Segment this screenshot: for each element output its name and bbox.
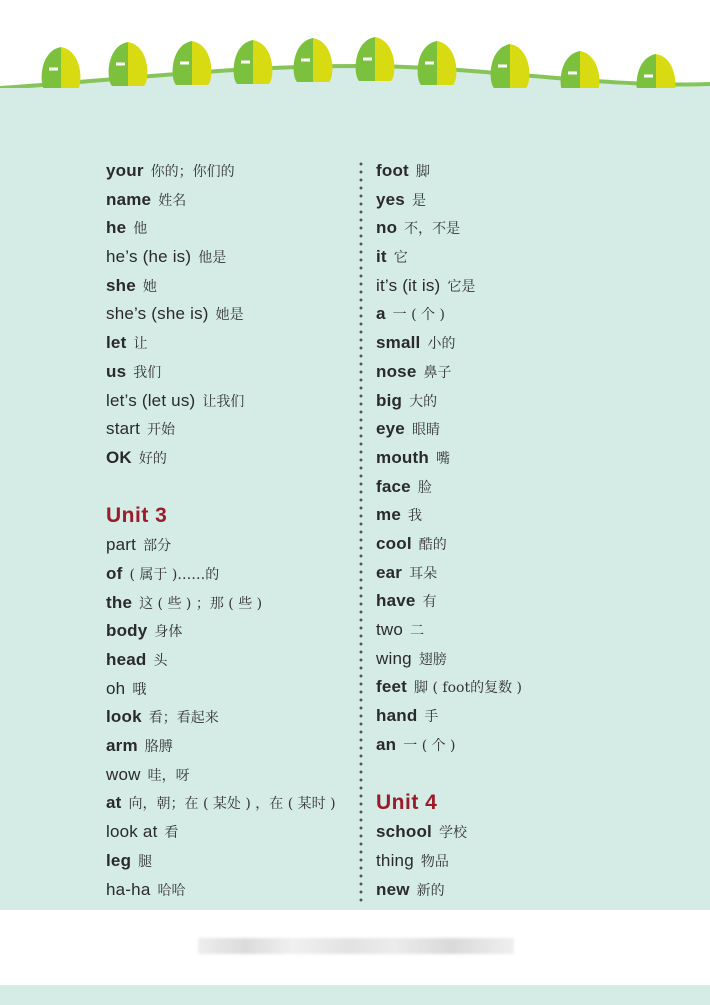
english-word: it [376, 247, 387, 267]
chinese-meaning: 他是 [198, 250, 227, 267]
english-word: he [106, 218, 127, 238]
chinese-meaning: 大的 [409, 393, 438, 410]
chinese-meaning: 物品 [420, 853, 449, 870]
chinese-meaning: 酷的 [418, 536, 447, 553]
vocab-entry [376, 501, 522, 530]
vocab-entry [106, 818, 336, 847]
english-word: look at [106, 822, 158, 842]
vocab-entry [376, 673, 522, 702]
vocab-entry [376, 243, 522, 272]
vocab-entry [106, 243, 336, 272]
english-word: foot [376, 161, 409, 180]
leaf-icon [109, 42, 148, 86]
vocab-entry [106, 789, 336, 818]
chinese-meaning: 看；看起来 [148, 710, 219, 727]
chinese-meaning: 鼻子 [423, 364, 452, 381]
english-word: a [376, 304, 386, 324]
english-word: thing [376, 850, 414, 870]
english-word: wing [376, 648, 412, 668]
english-word: school [376, 822, 432, 842]
chinese-meaning: 学校 [439, 825, 467, 842]
chinese-meaning: 我 [407, 508, 422, 525]
vocab-entry [106, 876, 336, 905]
english-word: cool [376, 533, 412, 553]
english-word: nose [376, 361, 417, 381]
chinese-meaning: 部分 [143, 538, 172, 555]
english-word: the [106, 592, 133, 612]
english-word: new [376, 879, 410, 899]
chinese-meaning: 姓名 [158, 192, 187, 209]
blurred-watermark [198, 938, 514, 954]
english-word: small [376, 333, 421, 353]
column-divider [359, 160, 363, 903]
english-word: oh [106, 678, 126, 698]
english-word: have [376, 591, 416, 611]
vocab-entry [106, 646, 336, 675]
chinese-meaning: 哈哈 [157, 882, 186, 899]
chinese-meaning: 不，不是 [404, 221, 461, 238]
english-word: feet [376, 677, 408, 697]
chinese-meaning: 让我们 [202, 393, 245, 410]
vocab-entry [106, 531, 336, 560]
chinese-meaning: 脸 [417, 479, 432, 496]
chinese-meaning: 一 ( 个 ) [392, 307, 445, 324]
vocab-entry [376, 444, 522, 473]
vocab-entry [106, 560, 336, 589]
english-word: your [106, 161, 144, 180]
chinese-meaning: 脚 ( foot的复数 ) [414, 680, 522, 697]
vocab-entry [106, 358, 336, 387]
left-column [106, 157, 336, 904]
chinese-meaning: 她是 [215, 307, 244, 324]
vocab-entry [106, 761, 336, 790]
english-word: he’s (he is) [106, 247, 192, 267]
vocab-entry [106, 732, 336, 761]
chinese-meaning: 她 [142, 278, 157, 295]
unit-4-title: Unit 4 [376, 791, 438, 815]
vocab-entry [376, 272, 522, 301]
vocab-entry [376, 300, 522, 329]
leaf-icon [173, 41, 212, 85]
chinese-meaning: 眼睛 [411, 422, 440, 439]
right-column [376, 157, 522, 904]
chinese-meaning: 你的；你们的 [150, 164, 235, 180]
vocab-entry [376, 818, 522, 847]
chinese-meaning: 哦 [132, 681, 147, 698]
vocab-entry [376, 415, 522, 444]
vocab-entry [376, 587, 522, 616]
vocab-entry [376, 645, 522, 674]
vocab-entry [376, 473, 522, 502]
vocab-entry [376, 186, 522, 215]
vocab-entry [106, 675, 336, 704]
vocab-entry [106, 415, 336, 444]
chinese-meaning: 一 ( 个 ) [403, 737, 456, 754]
english-word: body [106, 621, 148, 641]
english-word: two [376, 620, 404, 639]
bottom-strip [0, 985, 710, 1005]
chinese-meaning: 胳膊 [144, 739, 173, 756]
leaf-icon [418, 41, 457, 85]
chinese-meaning: 它 [393, 250, 408, 267]
english-word: leg [106, 850, 132, 870]
chinese-meaning: 头 [153, 653, 168, 669]
vocab-entry [376, 329, 522, 358]
vocab-entry [106, 847, 336, 876]
vocab-entry [376, 876, 522, 905]
leaf-icon [234, 40, 273, 84]
english-word: let [106, 333, 127, 353]
vocab-entry [376, 702, 522, 731]
chinese-meaning: ( 属于 )……的 [129, 566, 220, 583]
english-word: look [106, 707, 142, 727]
vocab-entry [376, 559, 522, 588]
chinese-meaning: 有 [422, 594, 437, 611]
vocab-entry [106, 703, 336, 732]
vocab-entry [376, 731, 522, 760]
chinese-meaning: 身体 [154, 624, 183, 641]
english-word: no [376, 218, 398, 238]
vocab-entry [106, 387, 336, 416]
english-word: big [376, 390, 403, 410]
chinese-meaning: 新的 [416, 882, 445, 899]
chinese-meaning: 腿 [138, 853, 153, 870]
leaf-icon [356, 37, 395, 81]
english-word: ha-ha [106, 879, 151, 899]
english-word: she’s (she is) [106, 304, 209, 324]
english-word: me [376, 505, 401, 525]
chinese-meaning: 开始 [147, 422, 176, 439]
vocab-entry [376, 157, 522, 186]
chinese-meaning: 耳朵 [409, 565, 438, 582]
chinese-meaning: 哇，呀 [147, 767, 190, 784]
english-word: OK [106, 447, 132, 467]
english-word: it’s (it is) [376, 275, 441, 295]
leaf-icon [42, 47, 81, 91]
english-word: eye [376, 419, 405, 439]
english-word: ear [376, 562, 403, 582]
chinese-meaning: 看 [164, 825, 179, 842]
vocab-entry [376, 616, 522, 645]
english-word: an [376, 734, 397, 754]
english-word: start [106, 419, 141, 439]
chinese-meaning: 让 [133, 336, 148, 353]
english-word: mouth [376, 447, 429, 467]
chinese-meaning: 二 [410, 623, 425, 639]
chinese-meaning: 嘴 [435, 450, 450, 467]
chinese-meaning: 向，朝；在 ( 某处 ) ，在 ( 某时 ) [128, 796, 336, 813]
chinese-meaning: 他 [133, 221, 148, 238]
chinese-meaning: 我们 [133, 364, 162, 381]
vocab-entry [106, 186, 336, 215]
english-word: part [106, 535, 137, 555]
unit-3-title: Unit 3 [106, 504, 168, 528]
vocab-entry [376, 530, 522, 559]
english-word: of [106, 563, 123, 583]
vocab-entry [106, 214, 336, 243]
chinese-meaning: 好的 [138, 450, 167, 467]
vocab-entry [376, 847, 522, 876]
english-word: wow [106, 764, 141, 784]
chinese-meaning: 翅膀 [418, 651, 447, 668]
chinese-meaning: 它是 [447, 278, 476, 295]
chinese-meaning: 手 [424, 709, 439, 726]
chinese-meaning: 脚 [415, 164, 430, 180]
chinese-meaning: 小的 [427, 336, 456, 353]
vocab-entry [106, 300, 336, 329]
vocab-entry [106, 272, 336, 301]
english-word: arm [106, 736, 138, 756]
vocab-entry [376, 358, 522, 387]
english-word: face [376, 476, 411, 496]
english-word: us [106, 361, 127, 381]
vocab-entry [106, 157, 336, 186]
vocab-entry [106, 589, 336, 618]
english-word: she [106, 275, 136, 295]
vocab-entry [106, 617, 336, 646]
vocab-entry [106, 329, 336, 358]
chinese-meaning: 这 ( 些 ) ；那 ( 些 ) [139, 595, 263, 612]
english-word: head [106, 650, 147, 669]
vocab-entry [106, 444, 336, 473]
english-word: yes [376, 189, 405, 209]
leaf-icon [294, 38, 333, 82]
english-word: name [106, 189, 152, 209]
english-word: at [106, 793, 122, 813]
chinese-meaning: 是 [411, 192, 426, 209]
english-word: hand [376, 706, 418, 726]
vocab-entry [376, 214, 522, 243]
english-word: let’s (let us) [106, 390, 196, 410]
vocab-entry [376, 387, 522, 416]
leaf-icon [491, 44, 530, 88]
